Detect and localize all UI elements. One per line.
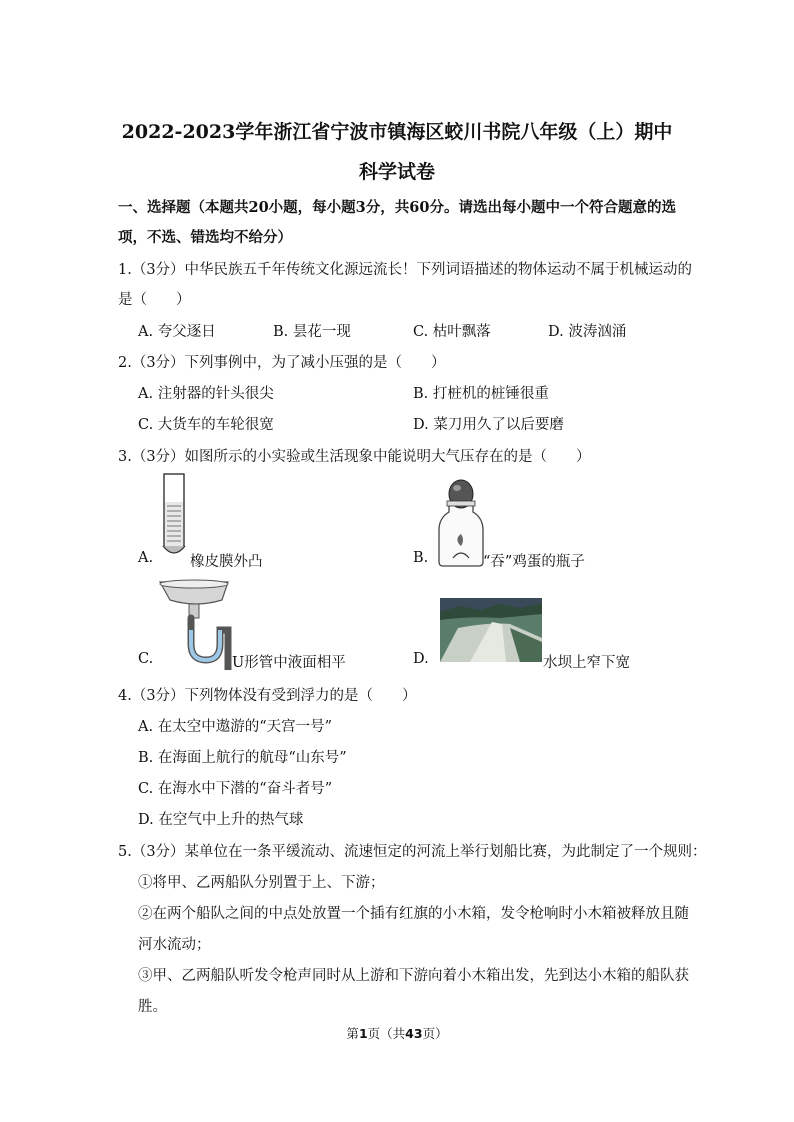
q2-option-a: A. 注射器的针头很尖 bbox=[138, 386, 274, 402]
q1-option-d: D. 波涛汹涌 bbox=[548, 324, 627, 340]
q3-stem: 3.（3分）如图所示的小实验或生活现象中能说明大气压存在的是（ ） bbox=[118, 449, 591, 465]
q3-option-b-letter: B. bbox=[413, 550, 429, 566]
q2-option-d: D. 菜刀用久了以后要磨 bbox=[413, 417, 564, 433]
test-tube-membrane-figure bbox=[155, 472, 195, 562]
q3-option-d-text: 水坝上窄下宽 bbox=[543, 655, 630, 671]
exam-title-line2: 科学试卷 bbox=[358, 161, 435, 183]
q3-option-b-text: “吞”鸡蛋的瓶子 bbox=[483, 554, 585, 570]
footer-suffix: 页） bbox=[422, 1026, 448, 1041]
exam-title-line1: 2022-2023学年浙江省宁波市镇海区蛟川书院八年级（上）期中 bbox=[121, 121, 673, 143]
q5-rule-2-line2: 河水流动； bbox=[138, 937, 211, 953]
q3-option-a-text: 橡皮膜外凸 bbox=[190, 554, 263, 570]
sink-u-trap-figure bbox=[158, 578, 234, 670]
q1-option-c: C. 枯叶飘落 bbox=[413, 324, 491, 340]
footer-prefix: 第 bbox=[346, 1026, 359, 1041]
q4-option-d: D. 在空气中上升的热气球 bbox=[138, 812, 304, 828]
q3-option-c-text: U形管中液面相平 bbox=[232, 655, 346, 671]
q4-option-b: B. 在海面上航行的航母“山东号” bbox=[138, 750, 347, 766]
q2-stem: 2.（3分）下列事例中，为了减小压强的是（ ） bbox=[118, 355, 446, 371]
q2-option-b: B. 打桩机的桩锤很重 bbox=[413, 386, 549, 402]
q4-stem: 4.（3分）下列物体没有受到浮力的是（ ） bbox=[118, 688, 417, 704]
q1-stem-line2: 是（ ） bbox=[118, 292, 191, 308]
q3-option-c-letter: C. bbox=[138, 651, 154, 667]
q5-rule-1: ①将甲、乙两船队分别置于上、下游； bbox=[138, 875, 385, 891]
q4-option-c: C. 在海水中下潜的“奋斗者号” bbox=[138, 781, 333, 797]
dam-photo-figure bbox=[440, 598, 542, 662]
q4-option-a: A. 在太空中遨游的“天宫一号” bbox=[138, 719, 333, 735]
q3-option-a-letter: A. bbox=[138, 550, 154, 566]
page-footer bbox=[0, 1024, 794, 1042]
q3-option-d-letter: D. bbox=[413, 651, 429, 667]
q5-stem: 5.（3分）某单位在一条平缓流动、流速恒定的河流上举行划船比赛，为此制定了一个规则： bbox=[118, 844, 707, 860]
section-heading-line2: 项，不选、错选均不给分） bbox=[118, 229, 292, 246]
q5-rule-2-line1: ②在两个船队之间的中点处放置一个插有红旗的小木箱，发令枪响时小木箱被释放且随 bbox=[138, 906, 689, 922]
q1-option-b: B. 昙花一现 bbox=[273, 324, 351, 340]
q2-option-c: C. 大货车的车轮很宽 bbox=[138, 417, 274, 433]
footer-page-number: 1 bbox=[358, 1026, 368, 1041]
q5-rule-3-line1: ③甲、乙两船队听发令枪声同时从上游和下游向着小木箱出发，先到达小木箱的船队获 bbox=[138, 968, 689, 984]
bottle-egg-figure bbox=[435, 478, 487, 568]
q1-stem-line1: 1.（3分）中华民族五千年传统文化源远流长！下列词语描述的物体运动不属于机械运动的 bbox=[118, 262, 693, 278]
q1-option-a: A. 夸父逐日 bbox=[138, 324, 216, 340]
q5-rule-3-line2: 胜。 bbox=[138, 999, 167, 1015]
footer-middle: 页（共 bbox=[367, 1026, 406, 1041]
footer-total-pages: 43 bbox=[405, 1026, 423, 1041]
section-heading-line1: 一、选择题（本题共20小题，每小题3分，共60分。请选出每小题中一个符合题意的选 bbox=[118, 199, 676, 216]
